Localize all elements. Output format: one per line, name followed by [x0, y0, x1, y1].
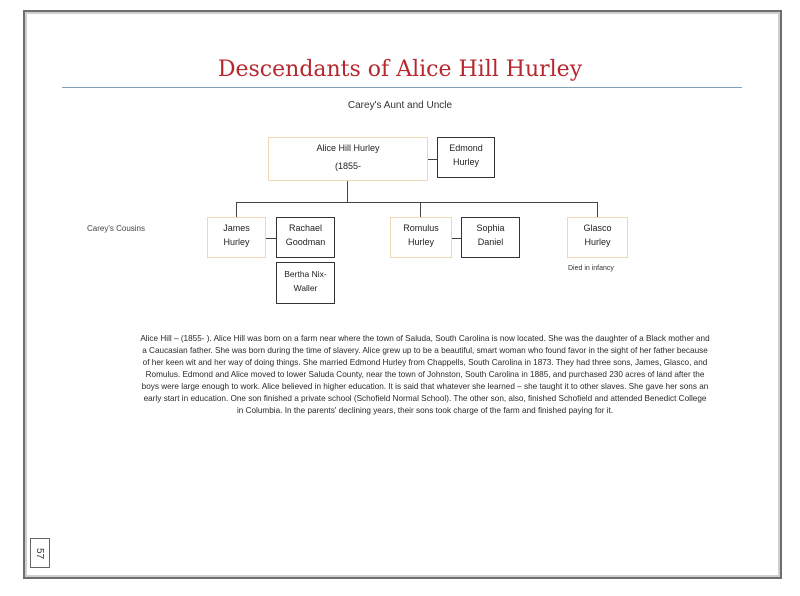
bertha-last: Waller [293, 283, 318, 293]
marriage-line [428, 159, 437, 160]
james-spouse-line [266, 238, 276, 239]
sophia-last: Daniel [477, 237, 504, 247]
edmond-last: Hurley [452, 157, 479, 167]
bertha-box [276, 262, 335, 304]
glasco-note: Died in infancy [568, 265, 614, 272]
romulus-first: Romulus [403, 223, 439, 233]
page-border [23, 10, 782, 579]
page-number-box [30, 538, 50, 568]
edmond-first: Edmond [449, 143, 483, 153]
glasco-last: Hurley [584, 237, 611, 247]
glasco-box [567, 217, 628, 258]
romulus-spouse-line [452, 238, 461, 239]
sophia-first: Sophia [476, 223, 505, 233]
edmond-box [437, 137, 495, 178]
bertha-first: Bertha Nix- [284, 269, 327, 279]
james-first: James [223, 223, 250, 233]
page-title: Descendants of Alice Hill Hurley [217, 57, 583, 82]
alice-name: Alice Hill Hurley [316, 143, 380, 153]
james-connector [236, 202, 237, 217]
biography-paragraph: Alice Hill – (1855- ). Alice Hill was born on a farm near where the town of Saluda, South Carolina is now located. She was the daughter of a Black mother and a Caucasian father. She was born during the time of slavery. Alice grew up to be a beautiful, smart woman who found favor in the sight of her father because of her keen wit and her way of doing things. She married Edmond Hurley from Chappells, South Carolina in 1873. They had three sons, James, Glasco, and Romulus. Edmond and Alice moved to lower Saluda County, near the town of Johnston, South Carolina in 1885, and purchased 230 acres of land after the boys were large enough to work. Alice believed in higher education. It is said that whatever she learned – she taught it to other slaves. She gave her sons an early start in education. One son finished a private school (Schofield Normal School). The other son, also, finished Schofield and attended Benedict College in Columbia. In the parents' declining years, their sons took charge of the farm and finished paying for it. [140, 334, 710, 415]
subtitle: Carey's Aunt and Uncle [347, 100, 453, 111]
romulus-connector [420, 202, 421, 217]
rachael-first: Rachael [288, 223, 323, 233]
sophia-box [461, 217, 520, 258]
romulus-last: Hurley [407, 237, 434, 247]
parent-drop-line [347, 181, 348, 202]
sibling-bar [236, 202, 598, 203]
james-box [207, 217, 266, 258]
rachael-box [276, 217, 335, 258]
cousins-label: Carey's Cousins [87, 224, 145, 233]
james-last: Hurley [223, 237, 250, 247]
alice-box [268, 137, 428, 181]
page-number: 57 [34, 547, 46, 559]
rachael-last: Goodman [285, 237, 326, 247]
romulus-box [390, 217, 452, 258]
glasco-first: Glasco [583, 223, 612, 233]
alice-dates: (1855- [334, 161, 361, 171]
glasco-connector [597, 202, 598, 217]
title-rule [62, 87, 742, 88]
